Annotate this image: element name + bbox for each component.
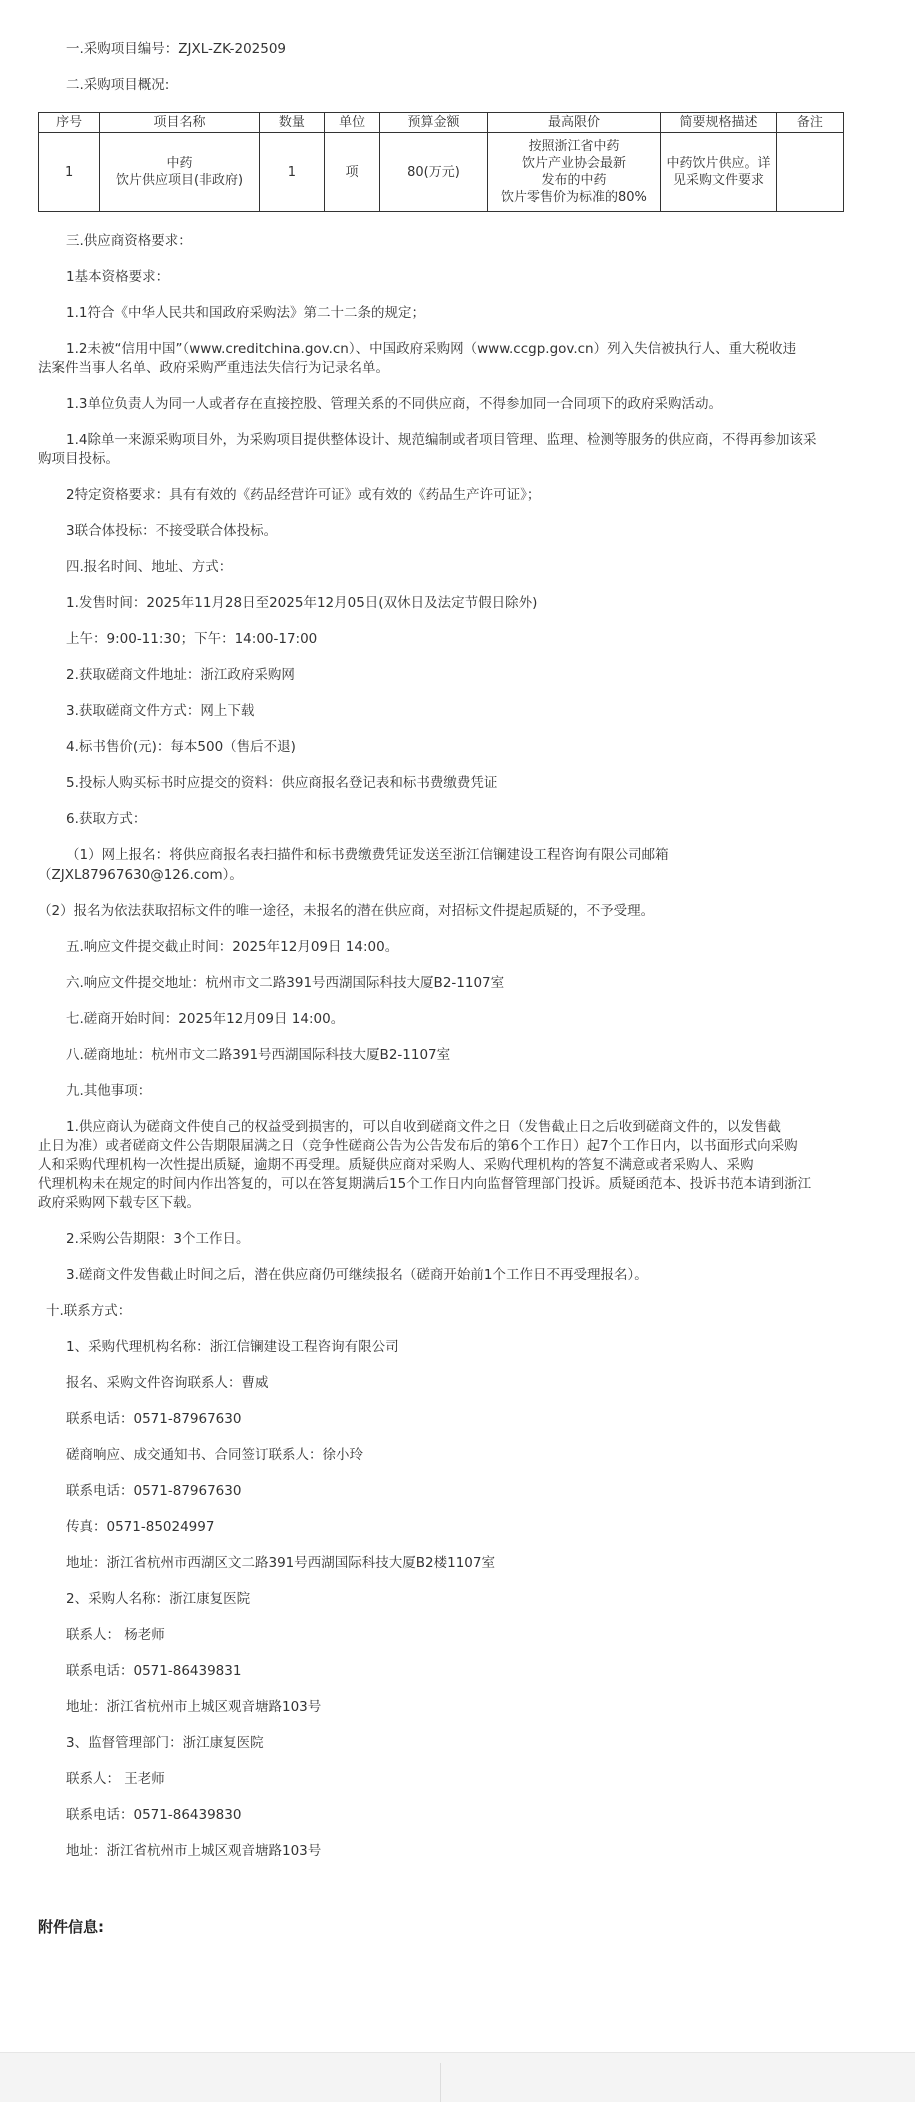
requirement-1-4-line1: 1.4除单一来源采购项目外，为采购项目提供整体设计、规范编制或者项目管理、监理、检测等服务的供应商，不得再参加该采 [66, 432, 817, 448]
table-row [39, 133, 844, 212]
negotiation-start: 七.磋商开始时间：2025年12月09日 14:00。 [66, 1011, 345, 1027]
purchaser-phone: 联系电话：0571-86439831 [66, 1663, 242, 1679]
supervisor-address: 地址：浙江省杭州市上城区观音塘路103号 [66, 1843, 322, 1859]
required-materials: 5.投标人购买标书时应提交的资料：供应商报名登记表和标书费缴费凭证 [66, 775, 498, 791]
agency-contract-person: 磋商响应、成交通知书、合同签订联系人：徐小玲 [66, 1447, 363, 1463]
document-address: 2.获取磋商文件地址：浙江政府采购网 [66, 667, 295, 683]
th-budget: 预算金额 [380, 113, 487, 133]
registration-note: （2）报名为依法获取招标文件的唯一途径，未报名的潜在供应商，对招标文件提起质疑的，不予受理。 [38, 903, 655, 919]
complaint-line2: 止日为准）或者磋商文件公告期限届满之日（竞争性磋商公告为公告发布后的第6个工作日）起7个工作日内，以书面形式向采购 [38, 1138, 798, 1154]
supervisor-phone: 联系电话：0571-86439830 [66, 1807, 242, 1823]
requirement-1-4-line2: 购项目投标。 [38, 451, 119, 467]
online-registration-line1: （1）网上报名：将供应商报名表扫描件和标书费缴费凭证发送至浙江信镧建设工程咨询有限公司邮箱 [66, 847, 669, 863]
procurement-table [38, 112, 844, 212]
agency-fax: 传真：0571-85024997 [66, 1519, 215, 1535]
office-hours: 上午：9:00-11:30；下午：14:00-17:00 [66, 631, 318, 647]
submission-address: 六.响应文件提交地址：杭州市文二路391号西湖国际科技大厦B2-1107室 [66, 975, 505, 991]
th-name: 项目名称 [100, 113, 260, 133]
cell-limit-line2: 饮片产业协会最新 [521, 156, 626, 171]
footer-divider [440, 2063, 441, 2102]
cell-name-line2: 饮片供应项目(非政府) [115, 173, 244, 188]
requirement-1-2-line1: 1.2未被“信用中国”（www.creditchina.gov.cn）、中国政府采购网（www.ccgp.gov.cn）列入失信被执行人、重大税收违 [66, 341, 797, 357]
purchaser-address: 地址：浙江省杭州市上城区观音塘路103号 [66, 1699, 322, 1715]
th-unit: 单位 [325, 113, 380, 133]
requirement-1-1: 1.1符合《中华人民共和国政府采购法》第二十二条的规定； [66, 305, 425, 321]
project-overview-heading: 二.采购项目概况: [66, 77, 170, 93]
th-remark: 备注 [776, 113, 843, 133]
th-limit: 最高限价 [487, 113, 661, 133]
supervisor-name: 3、监督管理部门：浙江康复医院 [66, 1735, 264, 1751]
th-spec: 简要规格描述 [661, 113, 776, 133]
agency-contact-person: 报名、采购文件咨询联系人：曹威 [66, 1375, 269, 1391]
consortium-bidding: 3联合体投标：不接受联合体投标。 [66, 523, 278, 539]
cell-name [100, 133, 260, 212]
complaint-line1: 1.供应商认为磋商文件使自己的权益受到损害的，可以自收到磋商文件之日（发售截止日之后收到磋商文件的，以发售截 [66, 1119, 781, 1135]
agency-phone-1: 联系电话：0571-87967630 [66, 1411, 242, 1427]
requirement-1-3: 1.3单位负责人为同一人或者存在直接控股、管理关系的不同供应商，不得参加同一合同项下的政府采购活动。 [66, 396, 722, 412]
footer-band [0, 2052, 915, 2102]
online-registration-email: （ZJXL87967630@126.com）。 [38, 867, 243, 883]
cell-limit [487, 133, 661, 212]
basic-requirements: 1基本资格要求： [66, 269, 170, 285]
cell-budget: 80(万元) [380, 133, 487, 212]
agency-address: 地址：浙江省杭州市西湖区文二路391号西湖国际科技大厦B2楼1107室 [66, 1555, 495, 1571]
announcement-document [38, 0, 844, 2060]
purchaser-name: 2、采购人名称：浙江康复医院 [66, 1591, 251, 1607]
special-requirements: 2特定资格要求：具有有效的《药品经营许可证》或有效的《药品生产许可证》； [66, 487, 541, 503]
cell-limit-line3: 发布的中药 [541, 173, 607, 188]
complaint-line3: 人和采购代理机构一次性提出质疑，逾期不再受理。质疑供应商对采购人、采购代理机构的答复不满意或者采购人、采购 [38, 1157, 754, 1173]
late-registration: 3.磋商文件发售截止时间之后，潜在供应商仍可继续报名（磋商开始前1个工作日不再受理报名）。 [66, 1267, 648, 1283]
sale-time: 1.发售时间：2025年11月28日至2025年12月05日(双休日及法定节假日除外) [66, 595, 538, 611]
attachment-heading: 附件信息: [38, 1918, 104, 1936]
requirement-1-2-line2: 法案件当事人名单、政府采购严重违法失信行为记录名单。 [38, 360, 389, 376]
registration-heading: 四.报名时间、地址、方式： [66, 559, 233, 575]
project-number: 一.采购项目编号：ZJXL-ZK-202509 [66, 41, 287, 57]
cell-spec-line2: 见采购文件要求 [672, 173, 764, 188]
cell-name-line1: 中药 [166, 156, 193, 171]
qualification-heading: 三.供应商资格要求： [66, 233, 192, 249]
th-no: 序号 [39, 113, 100, 133]
cell-spec [661, 133, 776, 212]
agency-name: 1、采购代理机构名称：浙江信镧建设工程咨询有限公司 [66, 1339, 399, 1355]
cell-no: 1 [39, 133, 100, 212]
submission-deadline: 五.响应文件提交截止时间：2025年12月09日 14:00。 [66, 939, 399, 955]
cell-qty: 1 [259, 133, 324, 212]
th-qty: 数量 [259, 113, 324, 133]
cell-remark [776, 133, 843, 212]
cell-unit: 项 [325, 133, 380, 212]
cell-limit-line4: 饮片零售价为标准的80% [501, 190, 647, 205]
document-price: 4.标书售价(元)：每本500（售后不退) [66, 739, 296, 755]
purchaser-contact: 联系人： 杨老师 [66, 1627, 165, 1643]
negotiation-address: 八.磋商地址：杭州市文二路391号西湖国际科技大厦B2-1107室 [66, 1047, 451, 1063]
complaint-line4: 代理机构未在规定的时间内作出答复的，可以在答复期满后15个工作日内向监督管理部门投诉。质疑函范本、投诉书范本请到浙江 [38, 1176, 812, 1192]
obtain-method: 6.获取方式： [66, 811, 147, 827]
supervisor-contact: 联系人： 王老师 [66, 1771, 165, 1787]
complaint-line5: 政府采购网下载专区下载。 [38, 1195, 200, 1211]
notice-period: 2.采购公告期限：3个工作日。 [66, 1231, 250, 1247]
cell-spec-line1: 中药饮片供应。详 [666, 156, 771, 171]
other-matters-heading: 九.其他事项： [66, 1083, 152, 1099]
document-method: 3.获取磋商文件方式：网上下载 [66, 703, 255, 719]
contact-heading: 十.联系方式： [46, 1303, 132, 1319]
table-header-row [39, 113, 844, 133]
cell-limit-line1: 按照浙江省中药 [528, 139, 620, 154]
agency-phone-2: 联系电话：0571-87967630 [66, 1483, 242, 1499]
